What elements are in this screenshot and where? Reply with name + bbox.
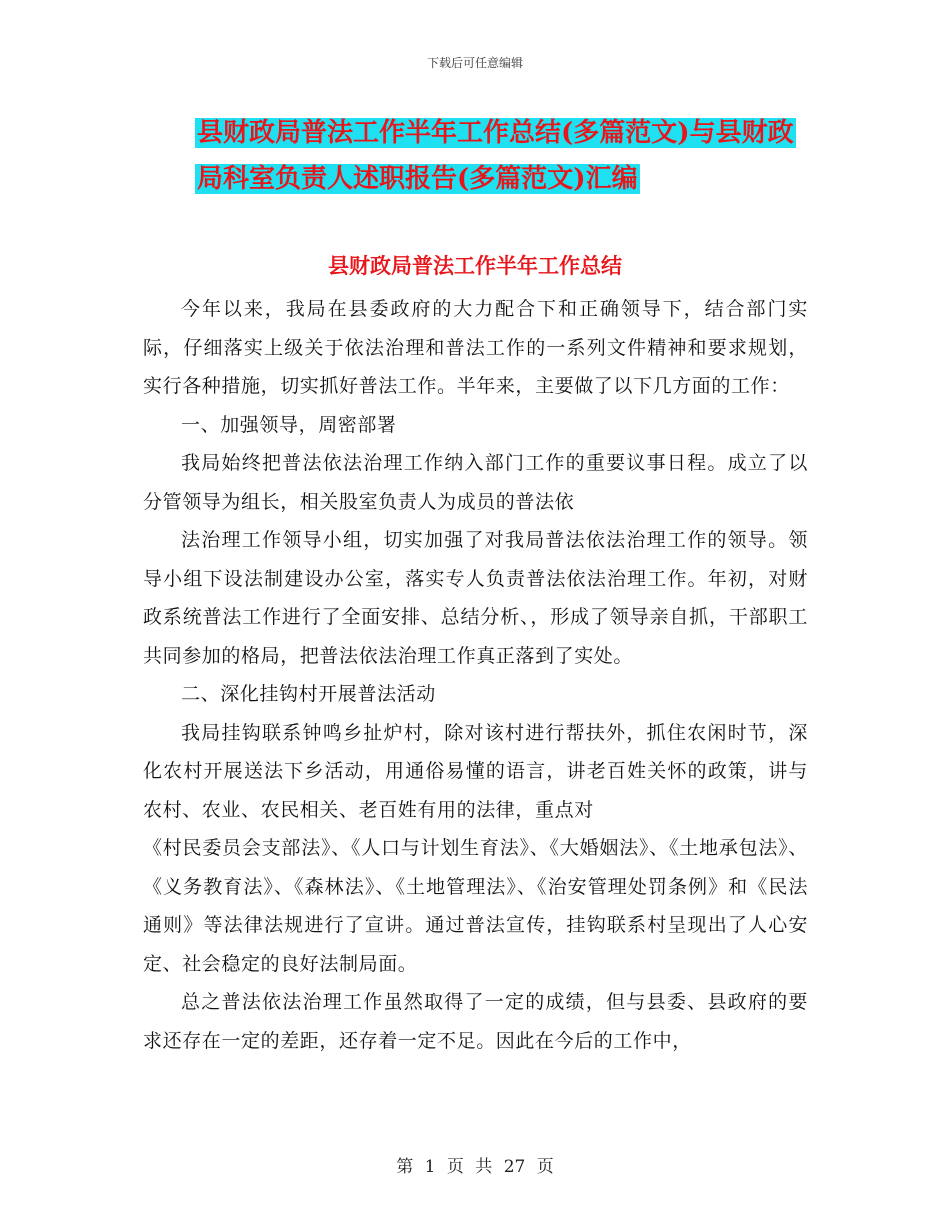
section-title: 县财政局普法工作半年工作总结 — [328, 253, 622, 278]
title-line-2: 局科室负责人述职报告(多篇范文)汇编 — [197, 164, 638, 194]
paragraph: 《村民委员会支部法》、《人口与计划生育法》、《大婚姻法》、《土地承包法》、《义务教育法》、《森林法》、《土地管理法》、《治安管理处罚条例》和《民法通则》等法律法规进行了宣讲。通过普法宣传，挂钩联系村呈现出了人心安定、社会稳定的良好法制局面。 — [143, 837, 808, 975]
heading-1: 一、加强领导，周密部署 — [181, 413, 397, 436]
heading-2: 二、深化挂钩村开展普法活动 — [181, 683, 436, 705]
title-line-1: 县财政局普法工作半年工作总结(多篇范文)与县财政 — [197, 118, 794, 148]
page-footer: 第 1 页 共 27 页 — [396, 1157, 554, 1177]
paragraph: 法治理工作领导小组，切实加强了对我局普法依法治理工作的领导。领导小组下设法制建设办公室，落实专人负责普法依法治理工作。年初，对财政系统普法工作进行了全面安排、总结分析、，形成了领导亲自抓，干部职工共同参加的格局，把普法依法治理工作真正落到了实处。 — [143, 529, 808, 667]
header-note: 下载后可任意编辑 — [426, 56, 523, 70]
document-body — [143, 290, 808, 1060]
paragraph: 今年以来，我局在县委政府的大力配合下和正确领导下，结合部门实际，仔细落实上级关于依法治理和普法工作的一系列文件精神和要求规划，实行各种措施，切实抓好普法工作。半年来，主要做了以下几方面的工作： — [143, 298, 808, 397]
paragraph: 我局始终把普法依法治理工作纳入部门工作的重要议事日程。成立了以分管领导为组长，相关股室负责人为成员的普法依 — [143, 452, 808, 513]
document-title — [195, 110, 815, 202]
paragraph: 我局挂钩联系钟鸣乡扯炉村，除对该村进行帮扶外，抓住农闲时节，深化农村开展送法下乡活动，用通俗易懂的语言，讲老百姓关怀的政策，讲与农村、农业、农民相关、老百姓有用的法律，重点对 — [143, 721, 808, 821]
paragraph: 总之普法依法治理工作虽然取得了一定的成绩，但与县委、县政府的要求还存在一定的差距，还存着一定不足。因此在今后的工作中， — [143, 991, 808, 1052]
